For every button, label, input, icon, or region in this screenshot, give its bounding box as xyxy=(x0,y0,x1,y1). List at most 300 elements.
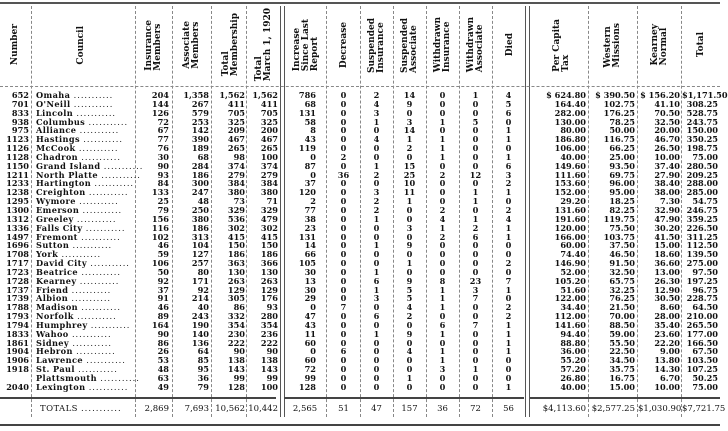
cell-insurance-members: 26 xyxy=(157,346,169,357)
cell-decrease: 0 xyxy=(340,266,347,277)
cell-total: 275.00 xyxy=(686,258,718,269)
cell-kearney-normal: 9.00 xyxy=(660,346,680,357)
cell-associate-members: 186 xyxy=(191,222,209,233)
cell-insurance-members: 84 xyxy=(157,178,169,189)
cell-total: 210.00 xyxy=(686,311,718,322)
leader-dots: ........... xyxy=(78,364,118,375)
cell-suspended-insurance: 1 xyxy=(373,116,380,127)
cell-withdrawn-associate: 0 xyxy=(472,249,479,260)
totals-insurance: 2,869 xyxy=(144,404,169,414)
leader-dots: ........... xyxy=(79,125,120,136)
totals-march: 10,442 xyxy=(248,404,278,414)
cell-decrease: 0 xyxy=(340,187,347,198)
cell-decrease: 0 xyxy=(340,364,347,375)
leader-dots: ........... xyxy=(79,196,119,207)
cell-per-capita-tax: 88.80 xyxy=(560,337,586,348)
cell-per-capita-tax: 57.20 xyxy=(560,364,586,375)
cell-western-missions: 35.75 xyxy=(609,364,635,375)
cell-died: 0 xyxy=(505,143,512,154)
cell-kearney-normal: 7.30 xyxy=(660,196,680,207)
header-rule xyxy=(0,86,720,87)
council-name: Wymore xyxy=(36,196,76,207)
cell-total: 97.50 xyxy=(692,266,718,277)
cell-suspended-insurance: 0 xyxy=(373,231,380,242)
cell-kearney-normal: 38.40 xyxy=(654,178,680,189)
cell-associate-members: 68 xyxy=(197,151,209,162)
cell-withdrawn-insurance: 0 xyxy=(439,240,446,251)
leader-dots: ........... xyxy=(90,319,131,330)
cell-suspended-insurance: 0 xyxy=(373,258,380,269)
cell-associate-members: 267 xyxy=(191,98,209,109)
leader-dots: ........... xyxy=(101,169,141,180)
cell-total-march: 263 xyxy=(260,275,278,286)
council-name: Kearney xyxy=(36,275,77,286)
cell-western-missions: 22.50 xyxy=(609,346,635,357)
cell-withdrawn-associate: 2 xyxy=(472,222,479,233)
cell-total: 67.50 xyxy=(692,346,718,357)
cell-increase: 2 xyxy=(310,196,316,207)
cell-died: 3 xyxy=(505,169,512,180)
cell-died: 1 xyxy=(505,187,512,198)
cell-suspended-associate: 14 xyxy=(403,125,416,136)
cell-kearney-normal: 10.00 xyxy=(654,151,680,162)
cell-associate-members: 190 xyxy=(191,319,209,330)
cell-decrease: 0 xyxy=(340,381,347,392)
top-rule xyxy=(0,2,720,4)
cell-number: 1833 xyxy=(6,328,29,339)
leader-dots: ........... xyxy=(85,222,126,233)
cell-insurance-members: 50 xyxy=(157,266,169,277)
cell-associate-members: 579 xyxy=(191,107,209,118)
cell-associate-members: 313 xyxy=(191,231,209,242)
leader-dots: ........... xyxy=(72,337,112,348)
cell-withdrawn-insurance: 1 xyxy=(439,116,446,127)
cell-increase: 786 xyxy=(298,90,316,100)
cell-suspended-insurance: 2 xyxy=(373,169,380,180)
cell-died: 1 xyxy=(505,231,512,242)
cell-total-march: 130 xyxy=(260,266,278,277)
cell-insurance-members: 79 xyxy=(157,204,169,215)
cell-per-capita-tax: 282.00 xyxy=(554,107,586,118)
cell-per-capita-tax: 146.90 xyxy=(554,258,586,269)
cell-withdrawn-insurance: 2 xyxy=(439,231,446,242)
cell-total: 64.50 xyxy=(692,302,718,313)
cell-died: 2 xyxy=(505,204,512,215)
cell-number: 1717 xyxy=(6,258,29,269)
cell-kearney-normal: 28.00 xyxy=(654,311,680,322)
cell-suspended-insurance: 1 xyxy=(373,266,380,277)
cell-kearney-normal: 13.80 xyxy=(654,355,680,366)
cell-withdrawn-associate: 0 xyxy=(472,266,479,277)
cell-suspended-insurance: 0 xyxy=(373,364,380,375)
cell-insurance-members: 90 xyxy=(157,328,169,339)
cell-withdrawn-associate: 0 xyxy=(472,134,479,145)
cell-decrease: 0 xyxy=(340,328,347,339)
cell-total: 150.00 xyxy=(686,125,718,136)
header-kearney-normal: Kearney Normal xyxy=(650,24,669,66)
cell-associate-members: 250 xyxy=(191,204,209,215)
cell-kearney-normal: 8.60 xyxy=(660,302,680,313)
cell-western-missions: 93.50 xyxy=(609,160,635,171)
cell-died: 0 xyxy=(505,373,512,383)
cell-suspended-associate: 0 xyxy=(406,381,413,392)
leader-dots: ........... xyxy=(103,160,144,171)
cell-per-capita-tax: 60.00 xyxy=(560,240,586,251)
table-body xyxy=(0,90,728,392)
cell-kearney-normal: 6.70 xyxy=(660,373,680,383)
cell-total-march: 329 xyxy=(260,204,278,215)
cell-decrease: 0 xyxy=(340,143,347,154)
leader-dots: ........... xyxy=(76,346,116,357)
cell-western-missions: 70.00 xyxy=(609,311,635,322)
cell-number: 1906 xyxy=(6,355,29,366)
cell-died: 2 xyxy=(505,311,512,322)
cell-kearney-normal: 23.60 xyxy=(654,328,680,339)
cell-kearney-normal: 37.40 xyxy=(654,160,680,171)
cell-increase: 0 xyxy=(310,302,316,313)
cell-total-march: 366 xyxy=(260,258,278,269)
cell-insurance-members: 76 xyxy=(157,143,169,154)
cell-suspended-insurance: 6 xyxy=(373,275,380,286)
cell-insurance-members: 93 xyxy=(157,169,169,180)
council-name: Chadron xyxy=(36,151,79,162)
header-increase: Increase Since Last Report xyxy=(291,18,320,72)
cell-withdrawn-associate: 0 xyxy=(472,98,479,109)
leader-dots: ........... xyxy=(81,151,121,162)
cell-increase: 68 xyxy=(304,98,316,109)
cell-total: 209.25 xyxy=(686,169,718,180)
cell-increase: 105 xyxy=(298,258,316,269)
cell-increase: 87 xyxy=(304,160,316,171)
cell-died: 1 xyxy=(505,284,512,295)
cell-suspended-associate: 0 xyxy=(406,151,413,162)
cell-suspended-associate: 14 xyxy=(403,90,416,100)
cell-associate-members: 48 xyxy=(197,196,209,207)
cell-suspended-associate: 9 xyxy=(406,98,413,109)
cell-suspended-associate: 9 xyxy=(406,328,413,339)
cell-number: 1739 xyxy=(6,293,29,304)
cell-suspended-insurance: 2 xyxy=(373,204,380,215)
cell-per-capita-tax: 80.00 xyxy=(560,125,586,136)
cell-associate-members: 243 xyxy=(191,311,209,322)
cell-number: 833 xyxy=(11,107,29,118)
cell-total-march: 143 xyxy=(260,364,278,375)
cell-associate-members: 380 xyxy=(191,213,209,224)
cell-suspended-associate: 2 xyxy=(406,311,413,322)
leader-dots: ........... xyxy=(77,311,117,322)
cell-died: 1 xyxy=(505,125,512,136)
cell-died: 1 xyxy=(505,381,512,392)
cell-western-missions: 75.50 xyxy=(609,222,635,233)
cell-died: 1 xyxy=(505,346,512,357)
cell-withdrawn-associate: 0 xyxy=(472,240,479,251)
cell-western-missions: 32.25 xyxy=(609,284,635,295)
council-name: Emerson xyxy=(36,204,80,215)
cell-per-capita-tax: $ 624.80 xyxy=(546,90,586,100)
council-name: Plattsmouth xyxy=(36,373,97,383)
cell-total: 96.75 xyxy=(692,284,718,295)
cell-increase: 29 xyxy=(304,293,316,304)
cell-total-membership: 90 xyxy=(233,346,245,357)
cell-withdrawn-insurance: 1 xyxy=(439,143,446,154)
cell-total-march: 705 xyxy=(260,107,278,118)
cell-withdrawn-associate: 0 xyxy=(472,160,479,171)
cell-total-march: 222 xyxy=(260,337,278,348)
cell-total-membership: 325 xyxy=(227,116,245,127)
cell-suspended-associate: 11 xyxy=(403,187,416,198)
cell-associate-members: 284 xyxy=(191,160,209,171)
cell-increase: 30 xyxy=(304,266,316,277)
cell-per-capita-tax: 29.20 xyxy=(560,196,586,207)
cell-suspended-insurance: 3 xyxy=(373,107,380,118)
cell-total-march: 302 xyxy=(260,222,278,233)
cell-per-capita-tax: 191.60 xyxy=(554,213,586,224)
cell-insurance-members: 106 xyxy=(151,258,169,269)
cell-withdrawn-associate: 0 xyxy=(472,204,479,215)
leader-dots: ........... xyxy=(88,187,129,198)
cell-suspended-insurance: 1 xyxy=(373,213,380,224)
cell-total: 528.75 xyxy=(686,107,718,118)
cell-withdrawn-insurance: 0 xyxy=(439,160,446,171)
cell-increase: 14 xyxy=(304,240,316,251)
bottom-rule xyxy=(0,424,720,426)
header-western-missions: Western Missions xyxy=(603,22,622,68)
cell-decrease: 0 xyxy=(340,373,347,383)
leader-dots: ........... xyxy=(76,107,117,118)
cell-total-membership: 129 xyxy=(227,284,245,295)
leader-dots: ........... xyxy=(61,249,102,260)
council-name: Friend xyxy=(36,284,69,295)
leader-dots: ........... xyxy=(94,178,135,189)
cell-associate-members: 1,358 xyxy=(183,90,209,100)
cell-suspended-insurance: 0 xyxy=(373,151,380,162)
cell-insurance-members: 86 xyxy=(157,337,169,348)
cell-number: 1793 xyxy=(6,311,29,322)
cell-withdrawn-insurance: 0 xyxy=(439,266,446,277)
cell-western-missions: 65.75 xyxy=(609,275,635,286)
council-name: Sidney xyxy=(36,337,70,348)
cell-died: 0 xyxy=(505,364,512,375)
cell-suspended-insurance: 0 xyxy=(373,355,380,366)
cell-western-missions: 37.50 xyxy=(609,240,635,251)
cell-kearney-normal: 26.30 xyxy=(654,275,680,286)
cell-number: 1295 xyxy=(6,196,29,207)
cell-withdrawn-associate: 5 xyxy=(472,116,479,127)
cell-per-capita-tax: 111.60 xyxy=(554,169,586,180)
council-name: Hastings xyxy=(36,134,81,145)
cell-number: 1708 xyxy=(6,249,29,260)
leader-dots: ........... xyxy=(71,293,112,304)
cell-suspended-associate: 0 xyxy=(406,355,413,366)
cell-died: 2 xyxy=(505,258,512,269)
leader-dots: ........... xyxy=(76,213,117,224)
cell-withdrawn-insurance: 1 xyxy=(439,302,446,313)
cell-total-march: 100 xyxy=(260,381,278,392)
cell-withdrawn-insurance: 3 xyxy=(439,364,446,375)
leader-dots: ........... xyxy=(81,231,121,242)
cell-western-missions: 103.75 xyxy=(603,231,635,242)
cell-suspended-associate: 9 xyxy=(406,240,413,251)
cell-insurance-members: 37 xyxy=(157,284,169,295)
cell-decrease: 0 xyxy=(340,337,347,348)
cell-decrease: 7 xyxy=(340,302,347,313)
cell-withdrawn-insurance: 0 xyxy=(439,187,446,198)
cell-suspended-associate: 0 xyxy=(406,213,413,224)
cell-kearney-normal: 32.90 xyxy=(654,204,680,215)
cell-total-membership: 130 xyxy=(227,266,245,277)
totals-withdrawn-associate: 72 xyxy=(470,404,481,414)
cell-increase: 11 xyxy=(304,328,316,339)
cell-died: 2 xyxy=(505,302,512,313)
cell-suspended-associate: 15 xyxy=(403,160,416,171)
leader-dots: ........... xyxy=(71,284,112,295)
cell-decrease: 0 xyxy=(340,116,347,127)
cell-associate-members: 142 xyxy=(191,125,209,136)
council-name: Alliance xyxy=(36,125,77,136)
cell-increase: 8 xyxy=(310,125,316,136)
cell-suspended-associate: 3 xyxy=(406,222,413,233)
cell-withdrawn-insurance: 1 xyxy=(439,346,446,357)
council-name: Fremont xyxy=(36,231,78,242)
cell-withdrawn-associate: 1 xyxy=(472,90,479,100)
cell-died: 1 xyxy=(505,328,512,339)
cell-western-missions: 16.75 xyxy=(609,373,635,383)
cell-insurance-members: 126 xyxy=(151,107,169,118)
cell-total: 359.25 xyxy=(686,213,718,224)
council-name: Lawrence xyxy=(36,355,83,366)
cell-withdrawn-associate: 0 xyxy=(472,328,479,339)
cell-withdrawn-associate: 0 xyxy=(472,143,479,154)
cell-number: 938 xyxy=(11,116,29,127)
cell-kearney-normal: 30.50 xyxy=(654,293,680,304)
cell-western-missions: 96.00 xyxy=(609,178,635,189)
header-withdrawn-associate: Withdrawn Associate xyxy=(466,17,485,73)
cell-increase: 119 xyxy=(298,143,316,154)
cell-withdrawn-associate: 3 xyxy=(472,284,479,295)
cell-total-membership: 128 xyxy=(227,381,245,392)
cell-suspended-insurance: 1 xyxy=(373,328,380,339)
cell-suspended-insurance: 3 xyxy=(373,187,380,198)
cell-withdrawn-associate: 0 xyxy=(472,151,479,162)
cell-total-march: 176 xyxy=(260,293,278,304)
cell-total: $1,171.50 xyxy=(682,90,728,100)
cell-associate-members: 104 xyxy=(191,240,209,251)
cell-suspended-insurance: 0 xyxy=(373,249,380,260)
cell-decrease: 0 xyxy=(340,98,347,109)
council-name: York xyxy=(36,249,59,260)
header-council: Council xyxy=(75,25,86,65)
cell-withdrawn-insurance: 4 xyxy=(439,213,446,224)
cell-decrease: 0 xyxy=(340,258,347,269)
cell-number: 1728 xyxy=(6,275,29,286)
header-per-capita-tax: Per Capita Tax xyxy=(552,18,571,72)
cell-decrease: 0 xyxy=(340,204,347,215)
cell-associate-members: 136 xyxy=(191,337,209,348)
header-suspended-insurance: Suspended Insurance xyxy=(367,17,386,73)
cell-suspended-associate: 4 xyxy=(406,302,413,313)
cell-total-membership: 86 xyxy=(233,302,245,313)
cell-number: 1211 xyxy=(6,169,29,180)
cell-total: 166.50 xyxy=(686,337,718,348)
cell-total-membership: 411 xyxy=(227,98,245,109)
cell-number: 1150 xyxy=(6,160,29,171)
cell-withdrawn-associate: 0 xyxy=(472,178,479,189)
cell-insurance-members: 77 xyxy=(157,134,169,145)
cell-total: 177.00 xyxy=(686,328,718,339)
cell-western-missions: 176.25 xyxy=(603,107,635,118)
cell-total-march: 411 xyxy=(260,98,278,109)
cell-total-membership: 186 xyxy=(227,249,245,260)
leader-dots: ........... xyxy=(88,116,129,127)
cell-insurance-members: 133 xyxy=(151,187,169,198)
cell-number: 1128 xyxy=(6,151,29,162)
cell-increase: 128 xyxy=(298,381,316,392)
cell-withdrawn-associate: 1 xyxy=(472,364,479,375)
cell-kearney-normal: 41.10 xyxy=(654,98,680,109)
totals-rule xyxy=(0,397,276,399)
cell-withdrawn-associate: 7 xyxy=(472,319,479,330)
cell-associate-members: 189 xyxy=(191,143,209,154)
cell-suspended-insurance: 0 xyxy=(373,143,380,154)
cell-number: 1918 xyxy=(6,364,29,375)
cell-number: 652 xyxy=(11,90,29,100)
cell-total-membership: 467 xyxy=(227,134,245,145)
cell-decrease: 0 xyxy=(340,311,347,322)
cell-kearney-normal: 41.50 xyxy=(654,231,680,242)
cell-total-membership: 302 xyxy=(227,222,245,233)
cell-insurance-members: 89 xyxy=(157,311,169,322)
cell-decrease: 0 xyxy=(340,319,347,330)
cell-kearney-normal: 35.40 xyxy=(654,319,680,330)
council-name: Lincoln xyxy=(36,107,74,118)
cell-insurance-members: 67 xyxy=(157,125,169,136)
cell-total-membership: 332 xyxy=(227,311,245,322)
cell-western-missions: 25.00 xyxy=(609,151,635,162)
cell-total-march: 280 xyxy=(260,311,278,322)
cell-western-missions: 50.00 xyxy=(609,125,635,136)
cell-suspended-associate: 1 xyxy=(406,196,413,207)
leader-dots: ........... xyxy=(86,355,126,366)
cell-increase: 43 xyxy=(304,319,316,330)
cell-western-missions: 18.25 xyxy=(609,196,635,207)
cell-insurance-members: 92 xyxy=(157,275,169,286)
cell-total: 107.25 xyxy=(686,364,718,375)
cell-decrease: 0 xyxy=(340,107,347,118)
cell-decrease: 0 xyxy=(340,355,347,366)
cell-withdrawn-insurance: 2 xyxy=(439,204,446,215)
cell-western-missions: 59.00 xyxy=(609,328,635,339)
cell-withdrawn-associate: 0 xyxy=(472,373,479,383)
cell-suspended-insurance: 3 xyxy=(373,293,380,304)
cell-decrease: 0 xyxy=(340,222,347,233)
cell-total-membership: 354 xyxy=(227,319,245,330)
cell-died: 0 xyxy=(505,293,512,304)
cell-per-capita-tax: 51.60 xyxy=(560,284,586,295)
cell-per-capita-tax: 149.60 xyxy=(554,160,586,171)
cell-withdrawn-associate: 23 xyxy=(469,275,482,286)
cell-decrease: 0 xyxy=(340,90,347,100)
cell-total-march: 265 xyxy=(260,143,278,154)
cell-total: 112.50 xyxy=(686,240,718,251)
cell-insurance-members: 204 xyxy=(151,90,169,100)
cell-withdrawn-insurance: 0 xyxy=(439,373,446,383)
cell-number: 1737 xyxy=(6,284,29,295)
cell-total-membership: 99 xyxy=(233,373,245,383)
cell-suspended-insurance: 0 xyxy=(373,178,380,189)
cell-number: 1123 xyxy=(6,134,29,145)
cell-suspended-insurance: 0 xyxy=(373,125,380,136)
council-name: Creighton xyxy=(36,187,86,198)
